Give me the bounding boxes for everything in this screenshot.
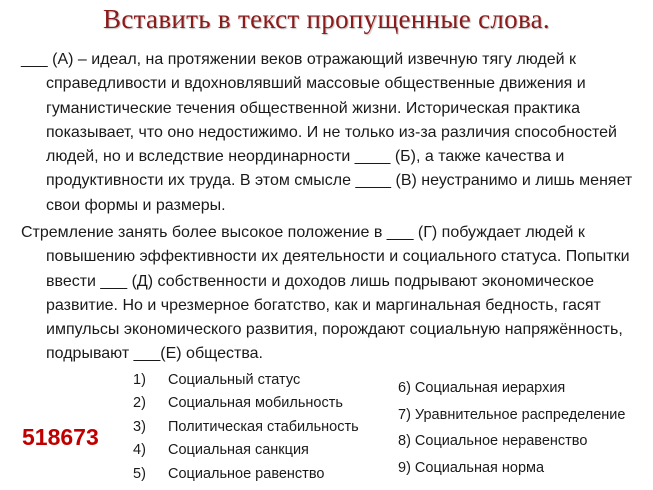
- option-label: Социальный статус: [168, 372, 301, 388]
- option-number: 2): [133, 395, 146, 412]
- option-item: [133, 416, 359, 439]
- option-label: Социальная мобильность: [168, 395, 343, 412]
- option-number: 3): [133, 418, 146, 435]
- option-label: Социальная санкция: [168, 442, 309, 459]
- options-list-left: [133, 369, 359, 486]
- option-item: [133, 463, 359, 486]
- option-item: [133, 369, 359, 392]
- option-number: 4): [133, 442, 146, 459]
- paragraph-2: Стремление занять более высокое положение в ___ (Г) побуждает людей к повышению эффективности их деятельности и социального статуса. Попытки ввести ___ (Д) собственности и доходов лишь подрывают экономическое развитие. Но и чрезмерное богатство, как и маргинальная бедность, гасят импульсы экономического развития, порождают социальную напряжённость, подрывают ___(Е) общества.: [21, 224, 630, 363]
- option-number: 5): [133, 465, 146, 482]
- option-item: 9) Социальная норма: [398, 459, 545, 476]
- paragraph-1: ___ (А) – идеал, на протяжении веков отражающий извечную тягу людей к справедливости и вдохновлявший массовые общественные движения и гуманистические течения общественной жизни. Историческая практика показывает, что оно недостижимо. И не только из-за различия способностей людей, но и вследствие неординарности ____ (Б), а также качества и продуктивности их труда. В этом смысле ____ (В) неустранимо и лишь меняет свои формы и размеры.: [21, 51, 633, 214]
- option-item: 7) Уравнительное распределение: [398, 406, 626, 423]
- answer-code: 518673: [22, 424, 99, 450]
- option-label: Социальное равенство: [168, 465, 325, 482]
- option-number: 1): [133, 372, 146, 388]
- options-list-right: [398, 375, 625, 481]
- option-item: [133, 439, 359, 462]
- option-item: 6) Социальная иерархия: [398, 380, 566, 396]
- option-item: [133, 392, 359, 415]
- option-label: Политическая стабильность: [168, 418, 359, 435]
- option-item: 8) Социальное неравенство: [398, 433, 588, 449]
- slide-title: Вставить в текст пропущенные слова.: [103, 4, 550, 34]
